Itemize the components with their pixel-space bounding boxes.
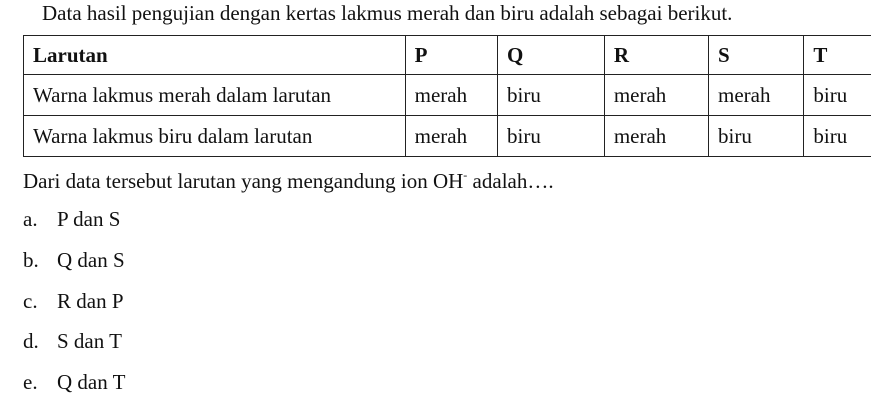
header-r: R — [604, 36, 708, 75]
header-p: P — [405, 36, 497, 75]
question-before: Dari data tersebut larutan yang mengandung ion OH — [23, 169, 464, 193]
header-larutan: Larutan — [24, 36, 406, 75]
table-header-row — [24, 36, 871, 75]
question-after: adalah…. — [467, 169, 554, 193]
option-b[interactable] — [23, 247, 125, 273]
option-text: Q dan S — [57, 248, 125, 272]
option-c[interactable] — [23, 288, 124, 314]
option-letter: d. — [23, 329, 39, 353]
table-cell: biru — [498, 116, 605, 157]
table-row — [24, 116, 871, 157]
row-label: Warna lakmus merah dalam larutan — [24, 75, 406, 116]
table-cell: biru — [498, 75, 605, 116]
option-letter: e. — [23, 370, 38, 394]
table-cell: merah — [405, 75, 497, 116]
header-s: S — [709, 36, 804, 75]
option-text: P dan S — [57, 207, 121, 231]
option-letter: b. — [23, 248, 39, 272]
option-d[interactable] — [23, 328, 122, 354]
option-a[interactable] — [23, 206, 120, 232]
option-letter: a. — [23, 207, 38, 231]
litmus-data-table — [23, 35, 871, 157]
option-text: S dan T — [57, 329, 122, 353]
question-superscript: - — [463, 168, 468, 182]
table-cell: merah — [604, 116, 708, 157]
table-cell: biru — [804, 116, 871, 157]
table-cell: biru — [804, 75, 871, 116]
row-label: Warna lakmus biru dalam larutan — [24, 116, 406, 157]
option-text: R dan P — [57, 289, 124, 313]
header-q: Q — [498, 36, 605, 75]
table-cell: merah — [604, 75, 708, 116]
header-t: T — [804, 36, 871, 75]
question-text — [23, 168, 554, 194]
option-text: Q dan T — [57, 370, 126, 394]
intro-text: Data hasil pengujian dengan kertas lakmus merah dan biru adalah sebagai berikut. — [42, 1, 733, 25]
table-cell: merah — [709, 75, 804, 116]
option-letter: c. — [23, 289, 38, 313]
table-row — [24, 75, 871, 116]
option-e[interactable] — [23, 369, 125, 395]
table-cell: merah — [405, 116, 497, 157]
table-cell: biru — [709, 116, 804, 157]
